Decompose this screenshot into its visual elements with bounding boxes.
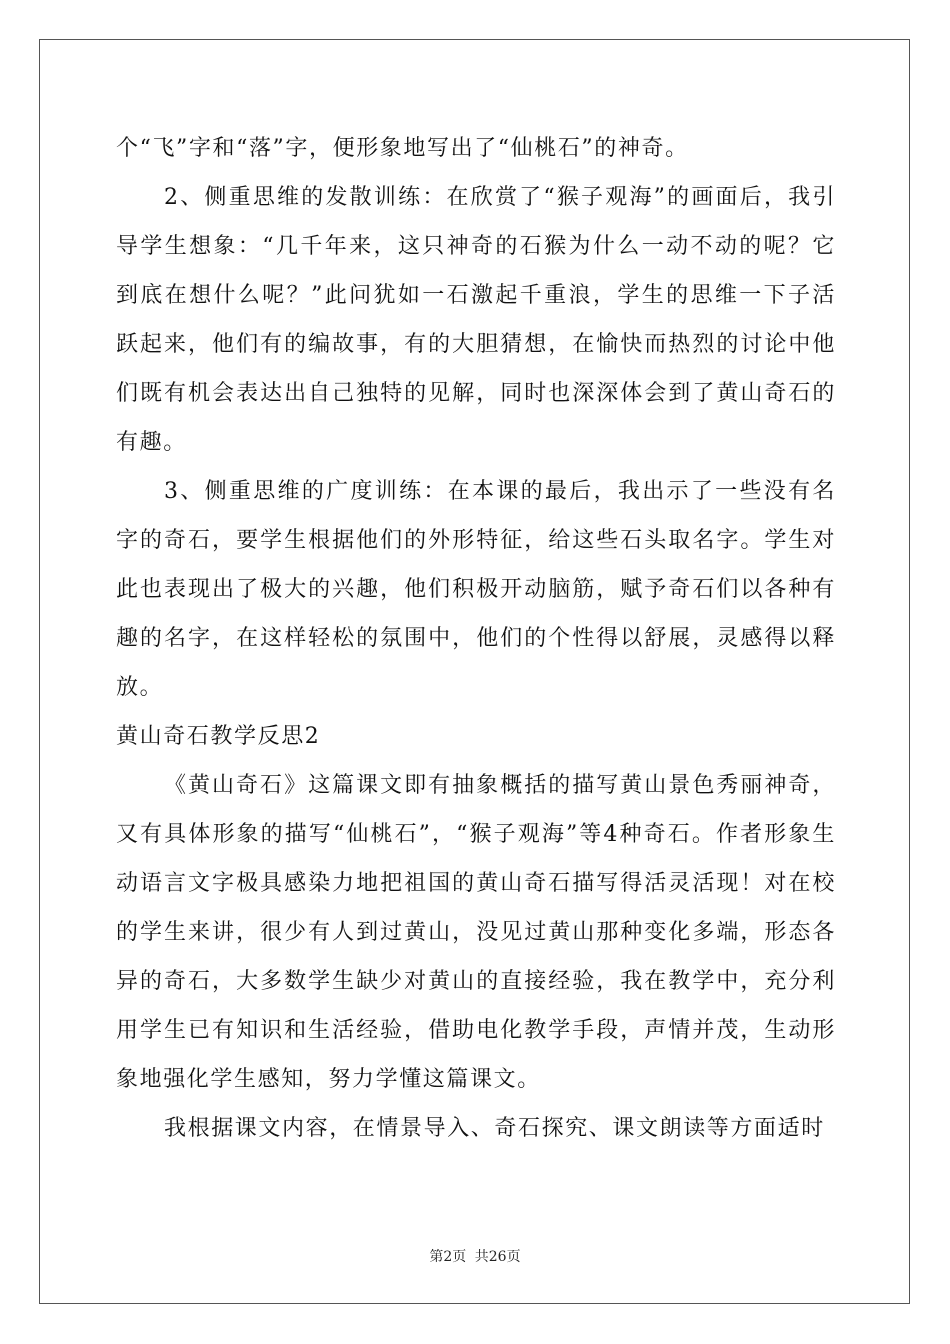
page-footer xyxy=(0,1246,950,1266)
page-total: 共26页 xyxy=(474,1249,521,1265)
paragraph-breadth-thinking: 3、侧重思维的广度训练：在本课的最后，我出示了一些没有名字的奇石，要学生根据他们的外形特征，给这些石头取名字。学生对此也表现出了极大的兴趣，他们积极开动脑筋，赋予奇石们以各种有趣的名字，在这样轻松的氛围中，他们的个性得以舒展，灵感得以释放。 xyxy=(116,479,836,700)
paragraph-continuation: 个“飞”字和“落”字，便形象地写出了“仙桃石”的神奇。 xyxy=(116,136,689,161)
paragraph-lesson-method: 我根据课文内容，在情景导入、奇石探究、课文朗读等方面适时 xyxy=(164,1116,825,1141)
page-number: 第2页 xyxy=(429,1249,467,1265)
document-body xyxy=(116,124,836,1153)
paragraph-lesson-intro: 《黄山奇石》这篇课文即有抽象概括的描写黄山景色秀丽神奇，又有具体形象的描写“仙桃石”，“猴子观海”等4种奇石。作者形象生动语言文字极具感染力地把祖国的黄山奇石描写得活灵活现！对在校的学生来讲，很少有人到过黄山，没见过黄山那种变化多端，形态各异的奇石，大多数学生缺少对黄山的直接经验，我在教学中，充分利用学生已有知识和生活经验，借助电化教学手段，声情并茂，生动形象地强化学生感知，努力学懂这篇课文。 xyxy=(116,773,836,1092)
section-heading: 黄山奇石教学反思2 xyxy=(116,724,321,749)
paragraph-divergent-thinking: 2、侧重思维的发散训练：在欣赏了“猴子观海”的画面后，我引导学生想象：“几千年来，这只神奇的石猴为什么一动不动的呢？它到底在想什么呢？”此问犹如一石激起千重浪，学生的思维一下子活跃起来，他们有的编故事，有的大胆猜想，在愉快而热烈的讨论中他们既有机会表达出自己独特的见解，同时也深深体会到了黄山奇石的有趣。 xyxy=(116,185,836,455)
